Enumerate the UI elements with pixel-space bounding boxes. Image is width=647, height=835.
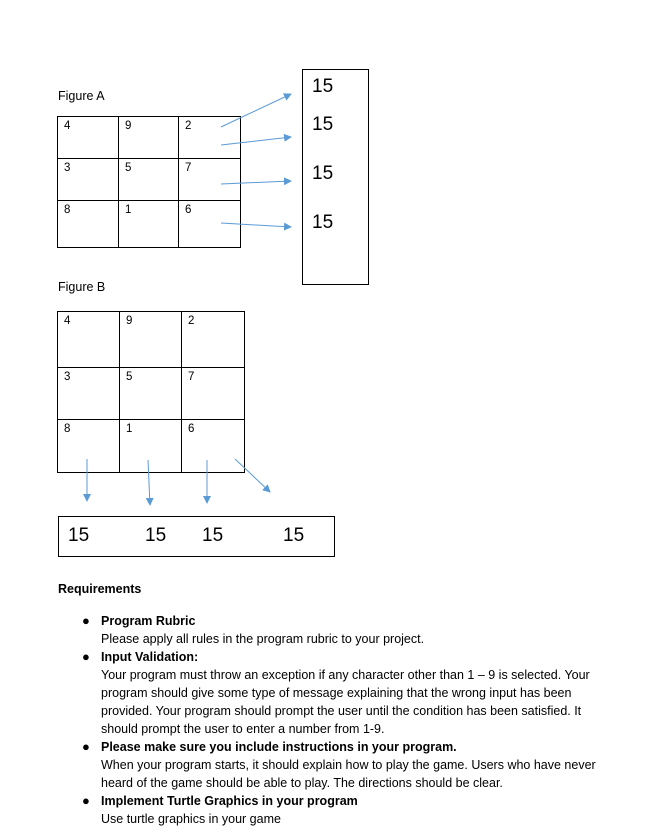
grid-cell: 5	[120, 368, 182, 420]
row-sum: 15	[312, 114, 334, 135]
bullet-icon: ●	[82, 649, 90, 664]
grid-cell: 8	[58, 420, 120, 472]
grid-cell: 4	[58, 312, 120, 368]
bullet-icon: ●	[82, 793, 90, 808]
item-title: Input Validation:	[101, 650, 199, 664]
item-title: Implement Turtle Graphics in your program	[101, 794, 358, 808]
grid-cell: 2	[182, 312, 244, 368]
grid-cell: 8	[58, 201, 119, 247]
column-sum: 15	[145, 525, 167, 546]
grid-cell: 1	[120, 420, 182, 472]
grid-cell: 9	[119, 117, 179, 159]
list-item	[82, 612, 602, 648]
grid-cell: 7	[182, 368, 244, 420]
figure-b-label: Figure B	[58, 280, 106, 294]
grid-cell: 2	[179, 117, 240, 159]
row-sum: 15	[312, 212, 334, 233]
item-body: When your program starts, it should explain how to play the game. Users who have never heard of the game should be able to play. The directions should be clear.	[101, 758, 596, 790]
grid-cell: 9	[120, 312, 182, 368]
arrow-row-3	[221, 223, 291, 227]
list-item	[82, 738, 602, 792]
item-body: Please apply all rules in the program rubric to your project.	[101, 632, 425, 646]
grid-cell: 7	[179, 159, 240, 201]
row-sum: 15	[312, 76, 334, 97]
grid-cell: 6	[188, 423, 195, 435]
list-item	[82, 792, 602, 828]
row-sum: 15	[312, 163, 334, 184]
arrow-col-2	[148, 460, 150, 505]
grid-cell: 5	[119, 159, 179, 201]
arrow-diagonal-a	[221, 94, 291, 127]
item-title: Program Rubric	[101, 614, 196, 628]
column-sum: 15	[68, 525, 90, 546]
grid-cell: 6	[185, 204, 192, 216]
diagonal-sum: 15	[283, 525, 305, 546]
figure-a-label: Figure A	[58, 89, 105, 103]
arrow-diagonal-b	[235, 459, 270, 492]
bullet-icon: ●	[82, 613, 90, 628]
column-sum: 15	[202, 525, 224, 546]
bullet-icon: ●	[82, 739, 90, 754]
item-body: Use turtle graphics in your game	[101, 812, 281, 826]
grid-cell: 3	[58, 368, 120, 420]
requirements-list	[82, 612, 602, 828]
requirements-heading: Requirements	[58, 582, 142, 596]
arrow-row-2	[221, 181, 291, 184]
item-title: Please make sure you include instructions in your program.	[101, 740, 457, 754]
grid-cell: 4	[58, 117, 119, 159]
grid-cell: 3	[58, 159, 119, 201]
grid-cell: 1	[119, 201, 179, 247]
item-body: Your program must throw an exception if any character other than 1 – 9 is selected. Your program should give some type of message explaining that the wrong input has been provided. Your program should prompt the user until the condition has been satisfied. It should prompt the user to enter a number from 1-9.	[101, 668, 590, 736]
list-item	[82, 648, 602, 738]
arrow-row-1	[221, 137, 291, 145]
